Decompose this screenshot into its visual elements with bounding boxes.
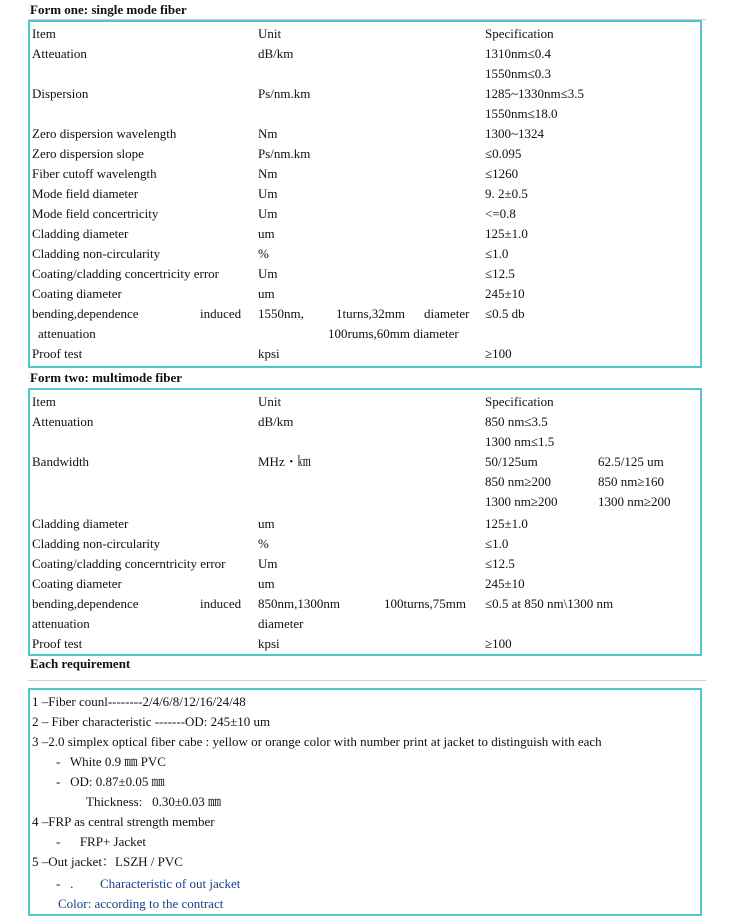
- table-row: [30, 452, 700, 472]
- requirement-line: - .: [56, 876, 74, 891]
- row-spec: ≤0.5 db: [485, 306, 525, 321]
- table-row: [30, 64, 700, 84]
- table-header: [30, 24, 700, 44]
- row-item: Proof test: [32, 346, 83, 361]
- table-row: [30, 184, 700, 204]
- table-row: [30, 634, 700, 654]
- row-item: Cladding diameter: [32, 516, 129, 531]
- row-spec: 850 nm≥200: [485, 474, 551, 489]
- row-unit: Um: [258, 206, 278, 221]
- row-unit: 1550nm,: [258, 306, 304, 321]
- row-item: attenuation: [32, 616, 90, 631]
- row-spec: ≤1.0: [485, 246, 509, 261]
- requirement-line: 3 –2.0 simplex optical fiber cabe : yellow or orange color with number print at jacket to distinguish with each: [32, 734, 602, 749]
- row-item: induced: [200, 596, 242, 611]
- row-spec: 125±1.0: [485, 226, 528, 241]
- table-row: [30, 204, 700, 224]
- row-spec: 850 nm≤3.5: [485, 414, 548, 429]
- row-spec: ≤0.095: [485, 146, 522, 161]
- row-item: Cladding non-circularity: [32, 246, 161, 261]
- row-unit: 100rums,60mm diameter: [328, 326, 459, 341]
- row-unit: MHz・㎞: [258, 454, 311, 469]
- row-unit: Um: [258, 556, 278, 571]
- table-row: [30, 124, 700, 144]
- row-item: Mode field diameter: [32, 186, 139, 201]
- row-spec: 1310nm≤0.4: [485, 46, 551, 61]
- table-row: [30, 44, 700, 64]
- table-row: [30, 244, 700, 264]
- row-unit: diameter: [424, 306, 470, 321]
- table-row: [30, 284, 700, 304]
- row-item: Proof test: [32, 636, 83, 651]
- row-spec: 62.5/125 um: [598, 454, 664, 469]
- table-row: [30, 224, 700, 244]
- row-unit: Ps/nm.km: [258, 86, 311, 101]
- table-row: [30, 324, 700, 344]
- table-row: [30, 472, 700, 492]
- header-specification: Specification: [485, 26, 554, 41]
- table-row: [30, 574, 700, 594]
- table-row: [30, 614, 700, 634]
- table-row: [30, 412, 700, 432]
- row-spec: 245±10: [485, 286, 525, 301]
- row-unit: 850nm,1300nm: [258, 596, 340, 611]
- row-item: Bandwidth: [32, 454, 90, 469]
- row-item: Atteuation: [32, 46, 87, 61]
- table-row: [30, 264, 700, 284]
- row-item: Attenuation: [32, 414, 94, 429]
- row-item: Coating diameter: [32, 286, 122, 301]
- requirement-line: Color: according to the contract: [58, 896, 224, 911]
- row-spec: 1300 nm≥200: [598, 494, 671, 509]
- table-header: [30, 392, 700, 412]
- row-item: Coating/cladding concerntricity error: [32, 556, 226, 571]
- table-row: [30, 534, 700, 554]
- row-spec: ≤0.5 at 850 nm\1300 nm: [485, 596, 614, 611]
- requirement-line: 2 – Fiber characteristic -------OD: 245±10 um: [32, 714, 271, 729]
- row-unit: %: [258, 536, 269, 551]
- row-unit: um: [258, 576, 275, 591]
- requirement-line: 1 –Fiber counl--------2/4/6/8/12/16/24/48: [32, 694, 246, 709]
- row-item: Cladding non-circularity: [32, 536, 161, 551]
- requirements-box: [28, 688, 702, 916]
- row-unit: 1turns,32mm: [336, 306, 405, 321]
- requirement-line: Characteristic of out jacket: [100, 876, 241, 891]
- row-unit: dB/km: [258, 414, 294, 429]
- divider: [28, 680, 706, 681]
- row-unit: um: [258, 226, 275, 241]
- row-spec: 850 nm≥160: [598, 474, 664, 489]
- row-spec: 1285~1330nm≤3.5: [485, 86, 585, 101]
- header-item: Item: [32, 26, 56, 41]
- row-spec: ≤12.5: [485, 266, 515, 281]
- row-unit: um: [258, 286, 275, 301]
- row-item: Cladding diameter: [32, 226, 129, 241]
- requirements-title: Each requirement: [30, 656, 131, 671]
- row-spec: 50/125um: [485, 454, 538, 469]
- form-one-title: Form one: single mode fiber: [30, 2, 187, 17]
- row-unit: %: [258, 246, 269, 261]
- table-row: [30, 104, 700, 124]
- table-row: [30, 554, 700, 574]
- row-unit: 100turns,75mm: [384, 596, 466, 611]
- row-unit: Nm: [258, 126, 278, 141]
- row-item: Dispersion: [32, 86, 89, 101]
- single-mode-table: [28, 20, 702, 368]
- requirement-line: 5 –Out jacket：LSZH / PVC: [32, 854, 183, 869]
- multimode-table: [28, 388, 702, 656]
- table-row: [30, 84, 700, 104]
- row-spec: 245±10: [485, 576, 525, 591]
- row-spec: 1300~1324: [485, 126, 545, 141]
- row-unit: Nm: [258, 166, 278, 181]
- row-item: Fiber cutoff wavelength: [32, 166, 157, 181]
- row-spec: ≥100: [485, 636, 512, 651]
- table-row: [30, 164, 700, 184]
- row-spec: ≤12.5: [485, 556, 515, 571]
- row-spec: 1550nm≤0.3: [485, 66, 551, 81]
- row-spec: ≤1.0: [485, 536, 509, 551]
- table-row: [30, 144, 700, 164]
- table-row: [30, 514, 700, 534]
- requirement-line: 4 –FRP as central strength member: [32, 814, 215, 829]
- row-spec: ≤1260: [485, 166, 519, 181]
- row-item: Coating/cladding concertricity error: [32, 266, 219, 281]
- row-unit: kpsi: [258, 346, 280, 361]
- form-two-title: Form two: multimode fiber: [30, 370, 182, 385]
- row-spec: 1300 nm≥200: [485, 494, 558, 509]
- requirement-line: Thickness: 0.30±0.03 ㎜: [86, 794, 221, 809]
- table-row: [30, 432, 700, 452]
- row-item: Zero dispersion wavelength: [32, 126, 177, 141]
- row-item: bending,dependence: [32, 596, 139, 611]
- row-item: attenuation: [38, 326, 96, 341]
- row-item: Mode field concertricity: [32, 206, 159, 221]
- row-spec: ≥100: [485, 346, 512, 361]
- row-unit: Um: [258, 266, 278, 281]
- row-spec: 125±1.0: [485, 516, 528, 531]
- row-item: induced: [200, 306, 242, 321]
- row-spec: 1550nm≤18.0: [485, 106, 558, 121]
- row-unit: diameter: [258, 616, 304, 631]
- row-unit: um: [258, 516, 275, 531]
- table-row: [30, 304, 700, 324]
- requirement-line: - White 0.9 ㎜ PVC: [56, 754, 166, 769]
- header-unit: Unit: [258, 394, 282, 409]
- header-item: Item: [32, 394, 56, 409]
- row-spec: <=0.8: [485, 206, 516, 221]
- table-row: [30, 344, 700, 364]
- row-item: Coating diameter: [32, 576, 122, 591]
- header-unit: Unit: [258, 26, 282, 41]
- row-spec: 1300 nm≤1.5: [485, 434, 555, 449]
- table-row: [30, 594, 700, 614]
- row-unit: kpsi: [258, 636, 280, 651]
- row-unit: Ps/nm.km: [258, 146, 311, 161]
- row-item: bending,dependence: [32, 306, 139, 321]
- requirement-line: - OD: 0.87±0.05 ㎜: [56, 774, 165, 789]
- header-specification: Specification: [485, 394, 554, 409]
- row-spec: 9. 2±0.5: [485, 186, 528, 201]
- row-item: Zero dispersion slope: [32, 146, 144, 161]
- table-row: [30, 492, 700, 512]
- row-unit: Um: [258, 186, 278, 201]
- requirement-line: - FRP+ Jacket: [56, 834, 147, 849]
- row-unit: dB/km: [258, 46, 294, 61]
